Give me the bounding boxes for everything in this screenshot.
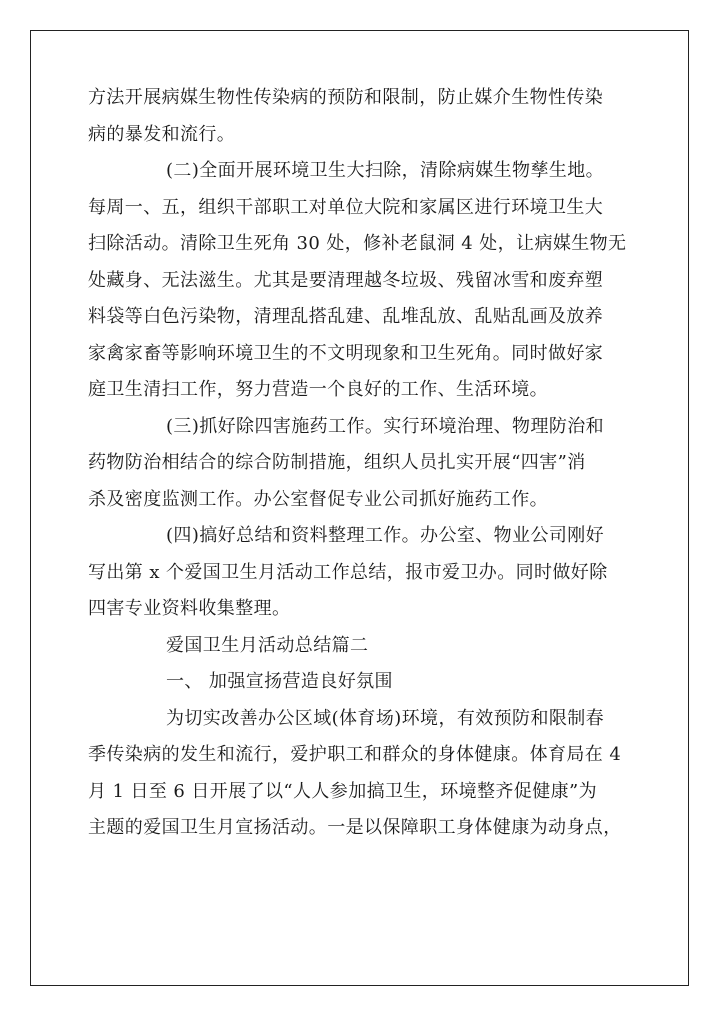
text-line: 每周一、五，组织干部职工对单位大院和家属区进行环境卫生大 — [88, 196, 604, 218]
text-line: 药物防治相结合的综合防制措施，组织人员扎实开展“四害”消 — [88, 452, 586, 473]
text-line: 季传染病的发生和流行，爱护职工和群众的身体健康。体育局在 4 — [88, 744, 622, 765]
text-line: 写出第 x 个爱国卫生月活动工作总结，报市爱卫办。同时做好除 — [88, 561, 608, 583]
text-line: 庭卫生清扫工作，努力营造一个良好的工作、生活环境。 — [88, 379, 548, 400]
text-line: 家禽家畜等影响环境卫生的不文明现象和卫生死角。同时做好家 — [88, 342, 604, 364]
subsection-heading: 一、 加强宣扬营造良好氛围 — [166, 671, 393, 692]
text-line: 处藏身、无法滋生。尤其是要清理越冬垃圾、残留冰雪和废弃塑 — [88, 269, 604, 291]
text-line: 主题的爱国卫生月宣扬活动。一是以保障职工身体健康为动身点， — [88, 817, 622, 838]
text-line: 扫除活动。清除卫生死角 30 处，修补老鼠洞 4 处，让病媒生物无 — [88, 233, 627, 254]
text-line: 病的暴发和流行。 — [88, 123, 236, 145]
section-heading-4: (四)搞好总结和资料整理工作。办公室、物业公司刚好 — [166, 525, 605, 546]
text-line: 四害专业资料收集整理。 — [88, 598, 291, 619]
article-title: 爱国卫生月活动总结篇二 — [166, 634, 369, 656]
text-line: 料袋等白色污染物，清理乱搭乱建、乱堆乱放、乱贴乱画及放养 — [88, 306, 604, 327]
text-line: 方法开展病媒生物性传染病的预防和限制，防止媒介生物性传染 — [88, 87, 604, 108]
section-heading-2: (二)全面开展环境卫生大扫除，清除病媒生物孳生地。 — [166, 160, 605, 181]
document-body — [88, 80, 633, 847]
text-line: 月 1 日至 6 日开展了以“人人参加搞卫生，环境整齐促健康”为 — [88, 780, 597, 802]
paragraph-start: 为切实改善办公区域(体育场)环境，有效预防和限制春 — [166, 707, 605, 729]
section-heading-3: (三)抓好除四害施药工作。实行环境治理、物理防治和 — [166, 415, 605, 437]
text-line: 杀及密度监测工作。办公室督促专业公司抓好施药工作。 — [88, 488, 548, 510]
